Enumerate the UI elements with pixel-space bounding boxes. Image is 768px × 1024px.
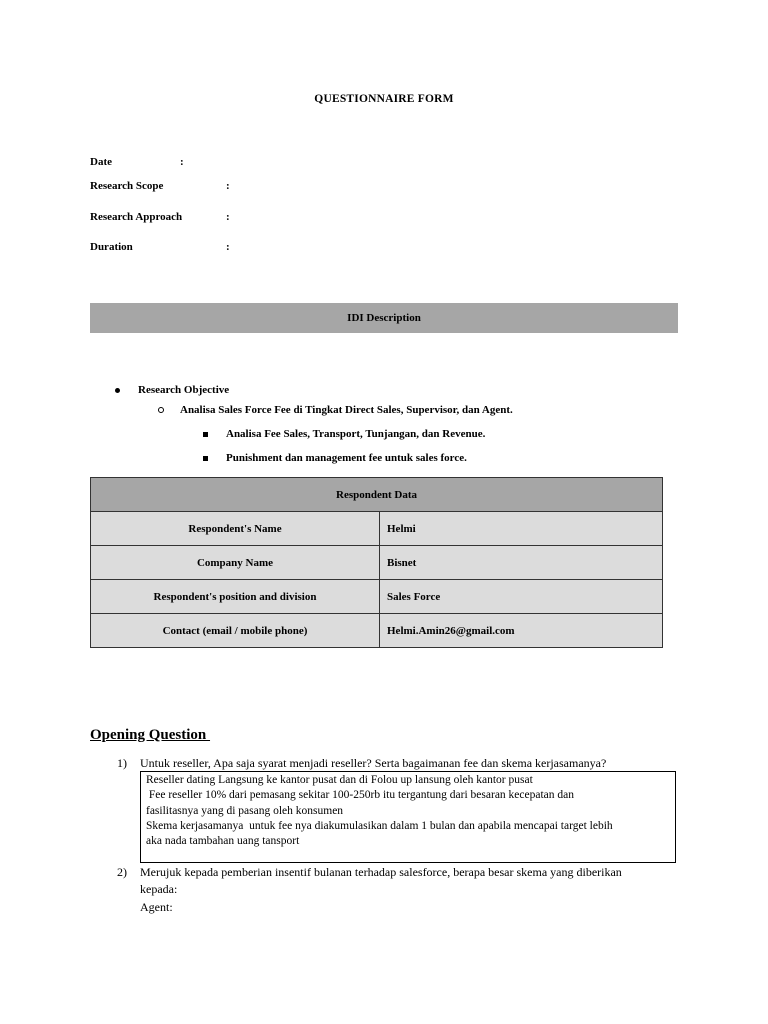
objective-item-1: Analisa Fee Sales, Transport, Tunjangan, dan Revenue. bbox=[226, 428, 486, 440]
research-scope-label: Research Scope bbox=[90, 180, 164, 192]
contact-label: Contact (email / mobile phone) bbox=[91, 614, 380, 648]
answer-line: Reseller dating Langsung ke kantor pusat dan di Folou up lansung oleh kantor pusat bbox=[146, 774, 533, 786]
question-2-number: 2) bbox=[117, 865, 127, 879]
respondent-data-table bbox=[90, 477, 663, 648]
question-1-text: Untuk reseller, Apa saja syarat menjadi reseller? Serta bagaimanan fee dan skema kerjasamanya? bbox=[140, 756, 607, 770]
objective-item-2: Punishment dan management fee untuk sales force. bbox=[226, 452, 467, 464]
answer-line: aka nada tambahan uang tansport bbox=[146, 835, 300, 848]
idi-description-label: IDI Description bbox=[347, 312, 421, 324]
research-approach-colon: : bbox=[226, 211, 230, 223]
question-2-text-cont: kepada: bbox=[140, 882, 178, 896]
respondent-name-value: Helmi bbox=[380, 512, 663, 546]
disc-bullet-icon bbox=[115, 388, 120, 393]
table-header-row bbox=[91, 478, 663, 512]
square-bullet-icon bbox=[203, 432, 208, 437]
table-row bbox=[91, 512, 663, 546]
answer-line: fasilitasnya yang di pasang oleh konsumen bbox=[146, 804, 344, 817]
duration-colon: : bbox=[226, 241, 230, 253]
company-name-value: Bisnet bbox=[380, 546, 663, 580]
answer-line: Skema kerjasamanya untuk fee nya diakumulasikan dalam 1 bulan dan apabila mencapai target lebih bbox=[146, 819, 613, 832]
company-name-label: Company Name bbox=[91, 546, 380, 580]
position-division-value: Sales Force bbox=[380, 580, 663, 614]
question-1-answer-box[interactable] bbox=[140, 771, 676, 863]
respondent-data-header: Respondent Data bbox=[91, 478, 663, 512]
date-label: Date bbox=[90, 156, 112, 168]
square-bullet-icon bbox=[203, 456, 208, 461]
position-division-label: Respondent's position and division bbox=[91, 580, 380, 614]
agent-label: Agent: bbox=[140, 900, 173, 914]
answer-line: Fee reseller 10% dari pemasang sekitar 100-250rb itu tergantung dari besaran kecepatan dan bbox=[146, 789, 574, 802]
research-scope-colon: : bbox=[226, 180, 230, 192]
opening-question-heading: Opening Question bbox=[90, 727, 211, 743]
form-title: QUESTIONNAIRE FORM bbox=[314, 93, 454, 105]
research-objective-label: Research Objective bbox=[138, 384, 230, 396]
research-approach-label: Research Approach bbox=[90, 211, 183, 223]
respondent-name-label: Respondent's Name bbox=[91, 512, 380, 546]
duration-label: Duration bbox=[90, 241, 133, 253]
objective-sub-item: Analisa Sales Force Fee di Tingkat Direct Sales, Supervisor, dan Agent. bbox=[180, 404, 513, 416]
question-2-text: Merujuk kepada pemberian insentif bulanan terhadap salesforce, berapa besar skema yang diberikan bbox=[140, 865, 622, 879]
table-row bbox=[91, 546, 663, 580]
circle-bullet-icon bbox=[158, 407, 164, 413]
idi-description-header bbox=[90, 303, 678, 333]
date-colon: : bbox=[180, 156, 184, 168]
question-1-number: 1) bbox=[117, 756, 127, 770]
table-row bbox=[91, 580, 663, 614]
table-row bbox=[91, 614, 663, 648]
contact-value: Helmi.Amin26@gmail.com bbox=[380, 614, 663, 648]
